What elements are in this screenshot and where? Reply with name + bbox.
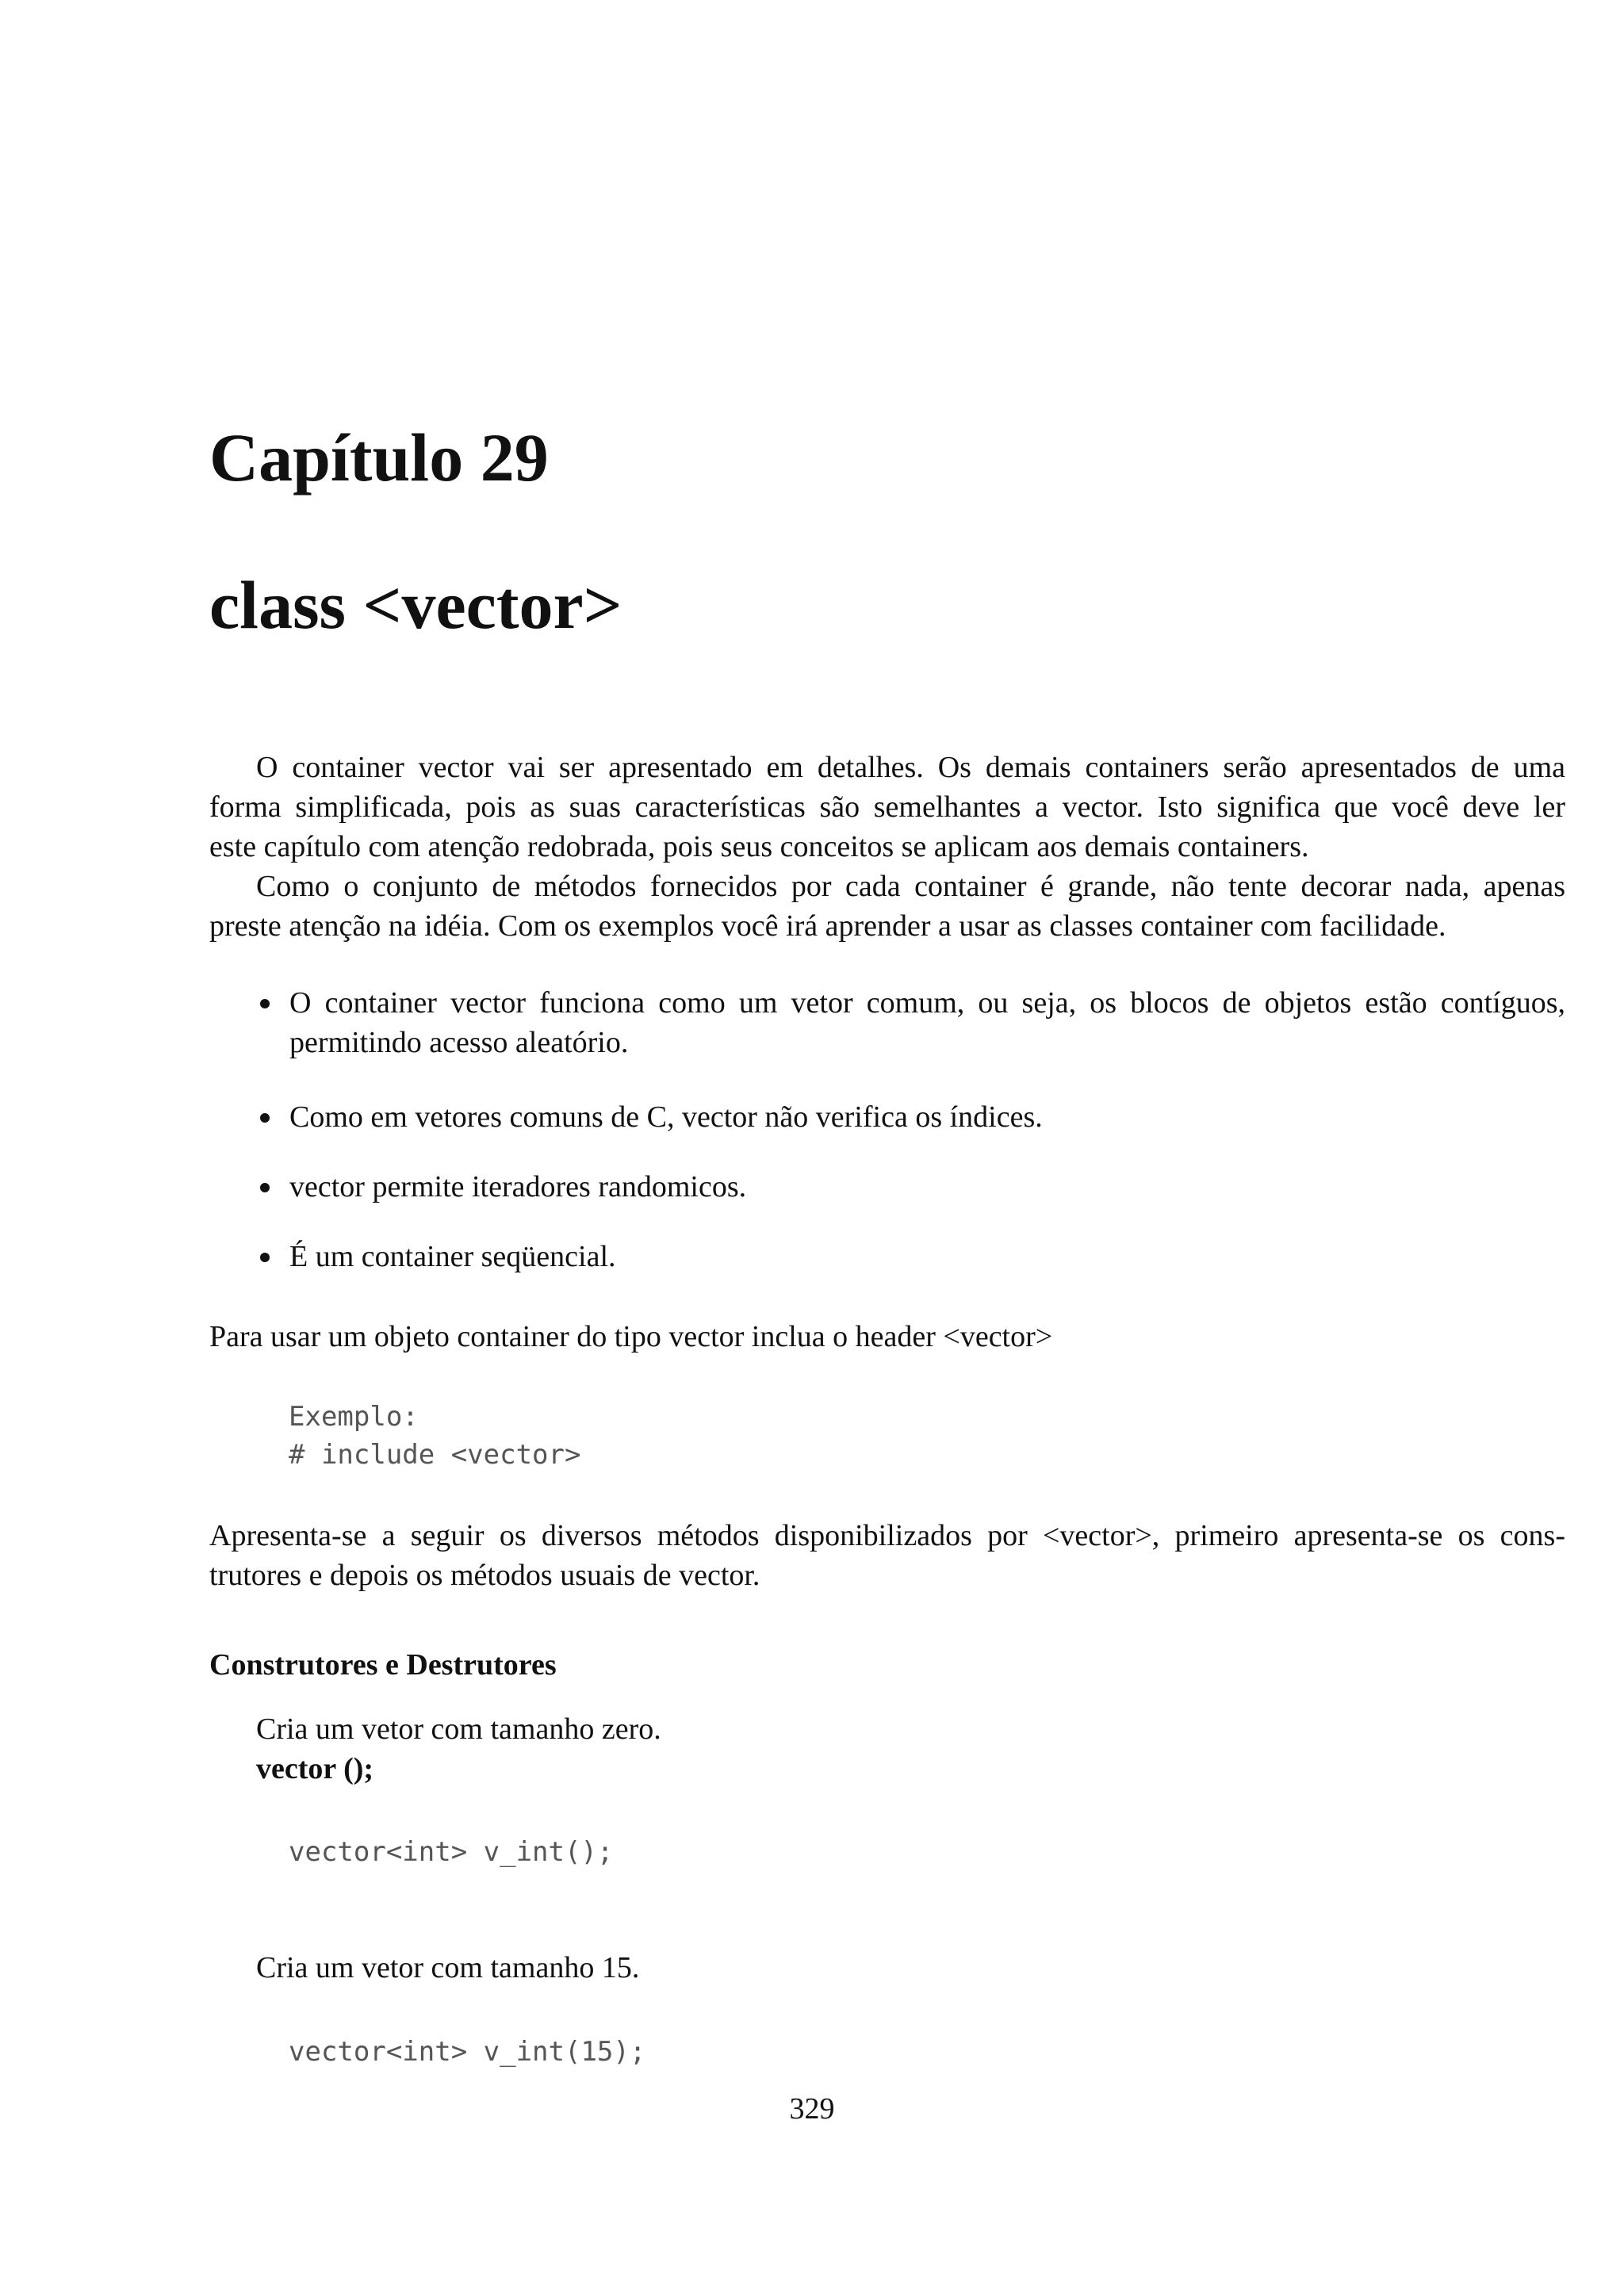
code-line: vector<int> v_int(15); [289,2036,646,2068]
code-line: vector<int> v_int(); [289,1836,614,1868]
chapter-title: class <vector> [209,567,622,643]
chapter-number: Capítulo 29 [209,419,549,496]
bullet-icon [260,1183,270,1192]
intro-paragraph-2 [209,867,1565,946]
paragraph-line: este capítulo com atenção redobrada, pois seus conceitos se aplicam aos demais containers. [209,830,1309,863]
bullet-icon [260,1113,270,1123]
bullet-icon [260,999,270,1008]
paragraph-line: O container vector vai ser apresentado em detalhes. Os demais containers serão apresentados de uma [256,751,1565,784]
usage-text: Para usar um objeto container do tipo vector inclua o header <vector> [209,1320,1053,1353]
paragraph-line: trutores e depois os métodos usuais de vector. [209,1559,760,1592]
methods-intro-paragraph [209,1516,1565,1595]
paragraph-line: forma simplificada, pois as suas características são semelhantes a vector. Isto significa que você deve ler [209,790,1565,824]
list-item-line: permitindo acesso aleatório. [289,1026,629,1059]
constructor-description: Cria um vetor com tamanho 15. [256,1951,640,1984]
code-line: Exemplo: [289,1401,419,1433]
paragraph-line: preste atenção na idéia. Com os exemplos você irá aprender a usar as classes container com facilidade. [209,909,1446,943]
section-heading: Construtores e Destrutores [209,1648,557,1682]
paragraph-line: Apresenta-se a seguir os diversos métodos disponibilizados por <vector>, primeiro apresenta-se os cons- [209,1519,1565,1552]
page-number: 329 [789,2092,835,2126]
code-line: # include <vector> [289,1439,581,1471]
list-item-line: É um container seqüencial. [289,1240,616,1273]
list-item-line: vector permite iteradores randomicos. [289,1170,747,1203]
paragraph-line: Como o conjunto de métodos fornecidos por cada container é grande, não tente decorar nada, apenas [256,870,1565,903]
list-item-line: O container vector funciona como um vetor comum, ou seja, os blocos de objetos estão contíguos, [289,986,1565,1020]
constructor-signature [256,1749,373,1789]
constructor-description: Cria um vetor com tamanho zero. [256,1712,661,1746]
signature-text: vector (); [256,1752,374,1785]
bullet-icon [260,1253,270,1262]
list-item-line: Como em vetores comuns de C, vector não verifica os índices. [289,1100,1043,1134]
intro-paragraph-1 [209,748,1565,867]
